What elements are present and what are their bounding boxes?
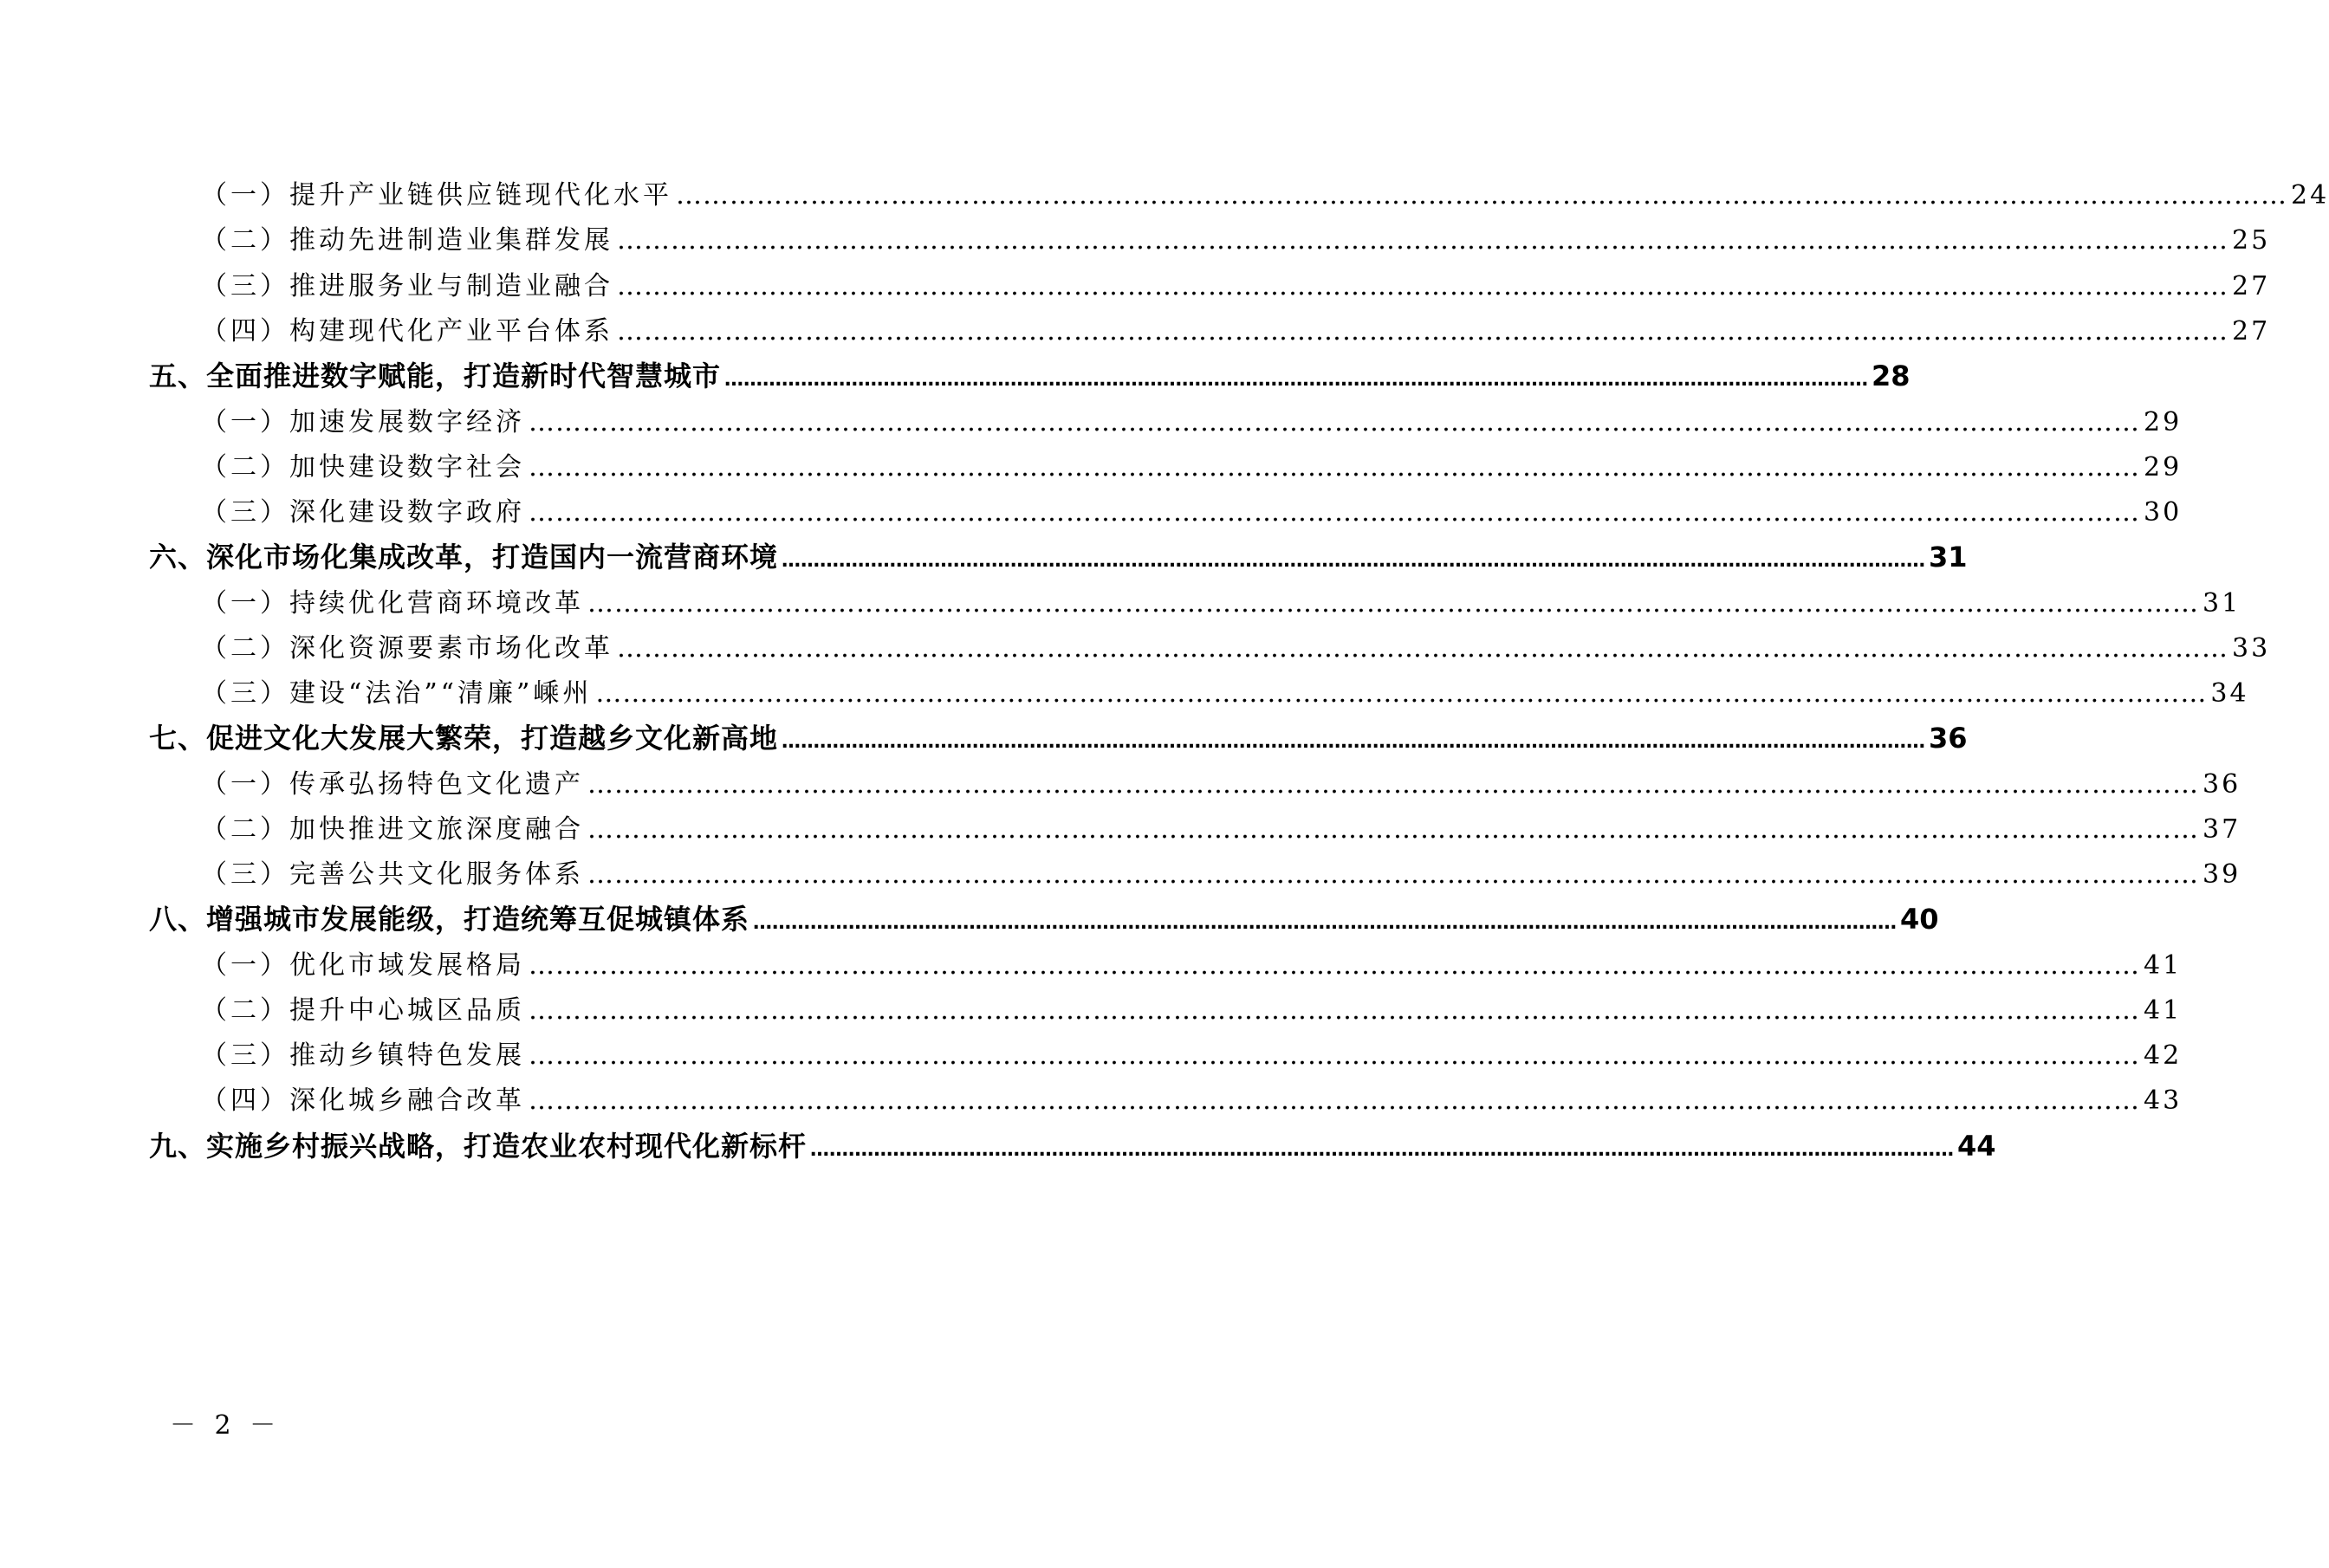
- toc-subsection-entry: [201, 264, 2271, 301]
- toc-entry-label: 五、全面推进数字赋能，打造新时代智慧城市: [149, 360, 722, 392]
- toc-subsection-entry: [201, 988, 2183, 1026]
- toc-page-number: 31: [2202, 588, 2241, 619]
- toc-subsection-entry: [201, 762, 2241, 800]
- toc-page-number: 28: [1872, 360, 1911, 392]
- toc-dot-leader: ………………………………………………………………………………………………………………………………………………………………: [782, 550, 1926, 572]
- toc-dot-leader: ………………………………………………………………………………………………………………………………………………………………: [587, 588, 2199, 619]
- toc-subsection-entry: [201, 218, 2271, 256]
- toc-subsection-entry: [201, 581, 2241, 619]
- toc-page-number: 41: [2144, 995, 2183, 1026]
- toc-section-entry: [149, 897, 1939, 936]
- toc-section-entry: [149, 354, 1911, 392]
- toc-section-entry: [149, 1124, 1996, 1163]
- toc-subsection-entry: [201, 1033, 2183, 1071]
- toc-entry-label: 七、促进文化大发展大繁荣，打造越乡文化新高地: [149, 722, 779, 755]
- toc-dot-leader: ………………………………………………………………………………………………………………………………………………………………: [753, 912, 1898, 934]
- toc-entry-label: （四）构建现代化产业平台体系: [201, 316, 613, 347]
- toc-page-number: 33: [2232, 633, 2271, 664]
- toc-dot-leader: ………………………………………………………………………………………………………………………………………………………………: [587, 859, 2199, 890]
- toc-entry-label: （三）推进服务业与制造业融合: [201, 271, 613, 301]
- toc-dot-leader: ………………………………………………………………………………………………………………………………………………………………: [529, 950, 2140, 981]
- toc-dot-leader: ………………………………………………………………………………………………………………………………………………………………: [617, 225, 2228, 256]
- toc-entry-label: （一）优化市域发展格局: [201, 950, 525, 981]
- toc-subsection-entry: [201, 852, 2241, 890]
- toc-subsection-entry: [201, 309, 2271, 347]
- toc-page-number: 27: [2232, 271, 2271, 301]
- toc-entry-label: （一）提升产业链供应链现代化水平: [201, 180, 672, 211]
- toc-entry-label: （三）深化建设数字政府: [201, 497, 525, 528]
- toc-entry-label: （四）深化城乡融合改革: [201, 1085, 525, 1116]
- toc-entry-label: （一）加速发展数字经济: [201, 407, 525, 437]
- toc-dot-leader: ………………………………………………………………………………………………………………………………………………………………: [782, 731, 1926, 753]
- toc-page-number: 34: [2210, 678, 2249, 709]
- toc-entry-label: （三）推动乡镇特色发展: [201, 1040, 525, 1071]
- toc-dot-leader: ………………………………………………………………………………………………………………………………………………………………: [676, 180, 2287, 211]
- toc-dot-leader: ………………………………………………………………………………………………………………………………………………………………: [529, 1040, 2140, 1071]
- toc-entry-label: 九、实施乡村振兴战略，打造农业农村现代化新标杆: [149, 1130, 808, 1163]
- toc-subsection-entry: [201, 445, 2183, 483]
- toc-dot-leader: ………………………………………………………………………………………………………………………………………………………………: [529, 452, 2140, 483]
- toc-page-number: 36: [1929, 722, 1968, 755]
- toc-section-entry: [149, 716, 1968, 755]
- toc-page-number: 25: [2232, 225, 2271, 256]
- toc-dot-leader: ………………………………………………………………………………………………………………………………………………………………: [529, 1085, 2140, 1116]
- toc-dot-leader: ………………………………………………………………………………………………………………………………………………………………: [617, 271, 2228, 301]
- toc-subsection-entry: [201, 1079, 2183, 1116]
- toc-entry-label: （三）完善公共文化服务体系: [201, 859, 584, 890]
- toc-subsection-entry: [201, 626, 2271, 664]
- toc-page-number: 24: [2291, 180, 2329, 211]
- toc-dot-leader: ………………………………………………………………………………………………………………………………………………………………: [587, 769, 2199, 800]
- toc-page-number: 29: [2144, 452, 2183, 483]
- toc-entry-label: 六、深化市场化集成改革，打造国内一流营商环境: [149, 541, 779, 573]
- toc-entry-label: （二）加快建设数字社会: [201, 452, 525, 483]
- toc-page-number: 31: [1929, 541, 1968, 573]
- toc-page-number: 30: [2144, 497, 2183, 528]
- toc-page-number: 37: [2202, 814, 2241, 845]
- toc-dot-leader: ………………………………………………………………………………………………………………………………………………………………: [617, 633, 2228, 664]
- toc-entry-label: （三）建设“法治”“清廉”嵊州: [201, 678, 593, 709]
- toc-dot-leader: ………………………………………………………………………………………………………………………………………………………………: [810, 1139, 1955, 1161]
- toc-entry-label: 八、增强城市发展能级，打造统筹互促城镇体系: [149, 903, 750, 936]
- toc-dot-leader: ………………………………………………………………………………………………………………………………………………………………: [587, 814, 2199, 845]
- page-number: － 2 －: [170, 1410, 282, 1441]
- toc-entry-label: （二）提升中心城区品质: [201, 995, 525, 1026]
- toc-entry-label: （二）深化资源要素市场化改革: [201, 633, 613, 664]
- toc-page-number: 44: [1957, 1130, 1996, 1163]
- toc-subsection-entry: [201, 807, 2241, 845]
- toc-page-number: 29: [2144, 407, 2183, 437]
- toc-page-number: 39: [2202, 859, 2241, 890]
- toc-page-number: 43: [2144, 1085, 2183, 1116]
- toc-page-number: 36: [2202, 769, 2241, 800]
- toc-page-number: 27: [2232, 316, 2271, 347]
- toc-entry-label: （二）加快推进文旅深度融合: [201, 814, 584, 845]
- toc-entry-label: （一）持续优化营商环境改革: [201, 588, 584, 619]
- toc-subsection-entry: [201, 173, 2329, 211]
- toc-entry-label: （一）传承弘扬特色文化遗产: [201, 769, 584, 800]
- toc-page-number: 40: [1900, 903, 1939, 936]
- toc-dot-leader: ………………………………………………………………………………………………………………………………………………………………: [595, 678, 2208, 709]
- toc-section-entry: [149, 535, 1968, 573]
- toc-dot-leader: ………………………………………………………………………………………………………………………………………………………………: [529, 995, 2140, 1026]
- toc-subsection-entry: [201, 490, 2183, 528]
- toc-page-number: 41: [2144, 950, 2183, 981]
- toc-dot-leader: ………………………………………………………………………………………………………………………………………………………………: [724, 369, 1869, 391]
- toc-subsection-entry: [201, 400, 2183, 437]
- toc-dot-leader: ………………………………………………………………………………………………………………………………………………………………: [617, 316, 2228, 347]
- toc-page-number: 42: [2144, 1040, 2183, 1071]
- toc-dot-leader: ………………………………………………………………………………………………………………………………………………………………: [529, 407, 2140, 437]
- toc-subsection-entry: [201, 671, 2249, 709]
- toc-entry-label: （二）推动先进制造业集群发展: [201, 225, 613, 256]
- toc-dot-leader: ………………………………………………………………………………………………………………………………………………………………: [529, 497, 2140, 528]
- toc-subsection-entry: [201, 943, 2183, 981]
